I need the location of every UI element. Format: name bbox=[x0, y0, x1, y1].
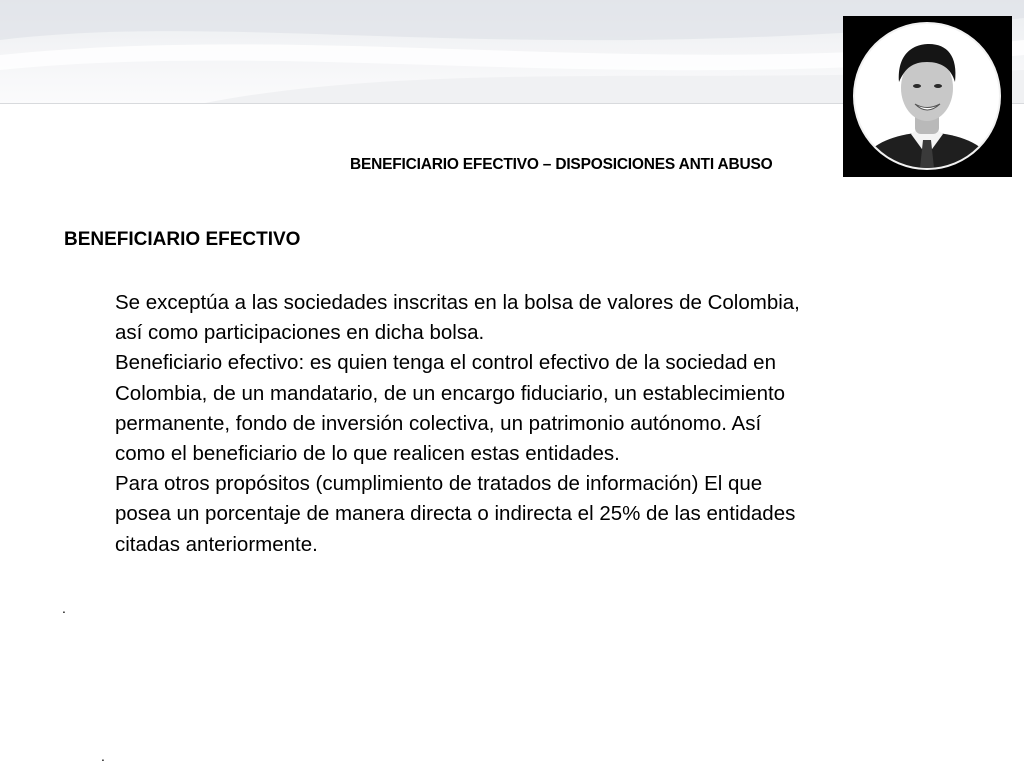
slide-title: BENEFICIARIO EFECTIVO – DISPOSICIONES ANTI ABUSO bbox=[350, 156, 773, 173]
paragraph-definition: Beneficiario efectivo: es quien tenga el control efectivo de la sociedad en Colombia, de un mandatario, de un encargo fiduciario, un establecimiento permanente, fondo de inversión colectiva, un patrimonio autónomo. Así como el beneficiario de lo que realicen estas entidades. bbox=[115, 351, 786, 466]
stray-mark: . bbox=[101, 748, 105, 764]
presenter-photo bbox=[843, 16, 1012, 177]
stray-mark: . bbox=[62, 600, 66, 616]
section-heading: BENEFICIARIO EFECTIVO bbox=[64, 229, 301, 250]
paragraph-other-purposes: Para otros propósitos (cumplimiento de tratados de información) El que posea un porcentaje de manera directa o indirecta el 25% de las entidades citadas anteriormente. bbox=[115, 472, 796, 556]
paragraph-exception: Se exceptúa a las sociedades inscritas en la bolsa de valores de Colombia, así como participaciones en dicha bolsa. bbox=[115, 291, 800, 345]
presenter-portrait bbox=[843, 16, 1012, 177]
body-text bbox=[115, 288, 805, 560]
